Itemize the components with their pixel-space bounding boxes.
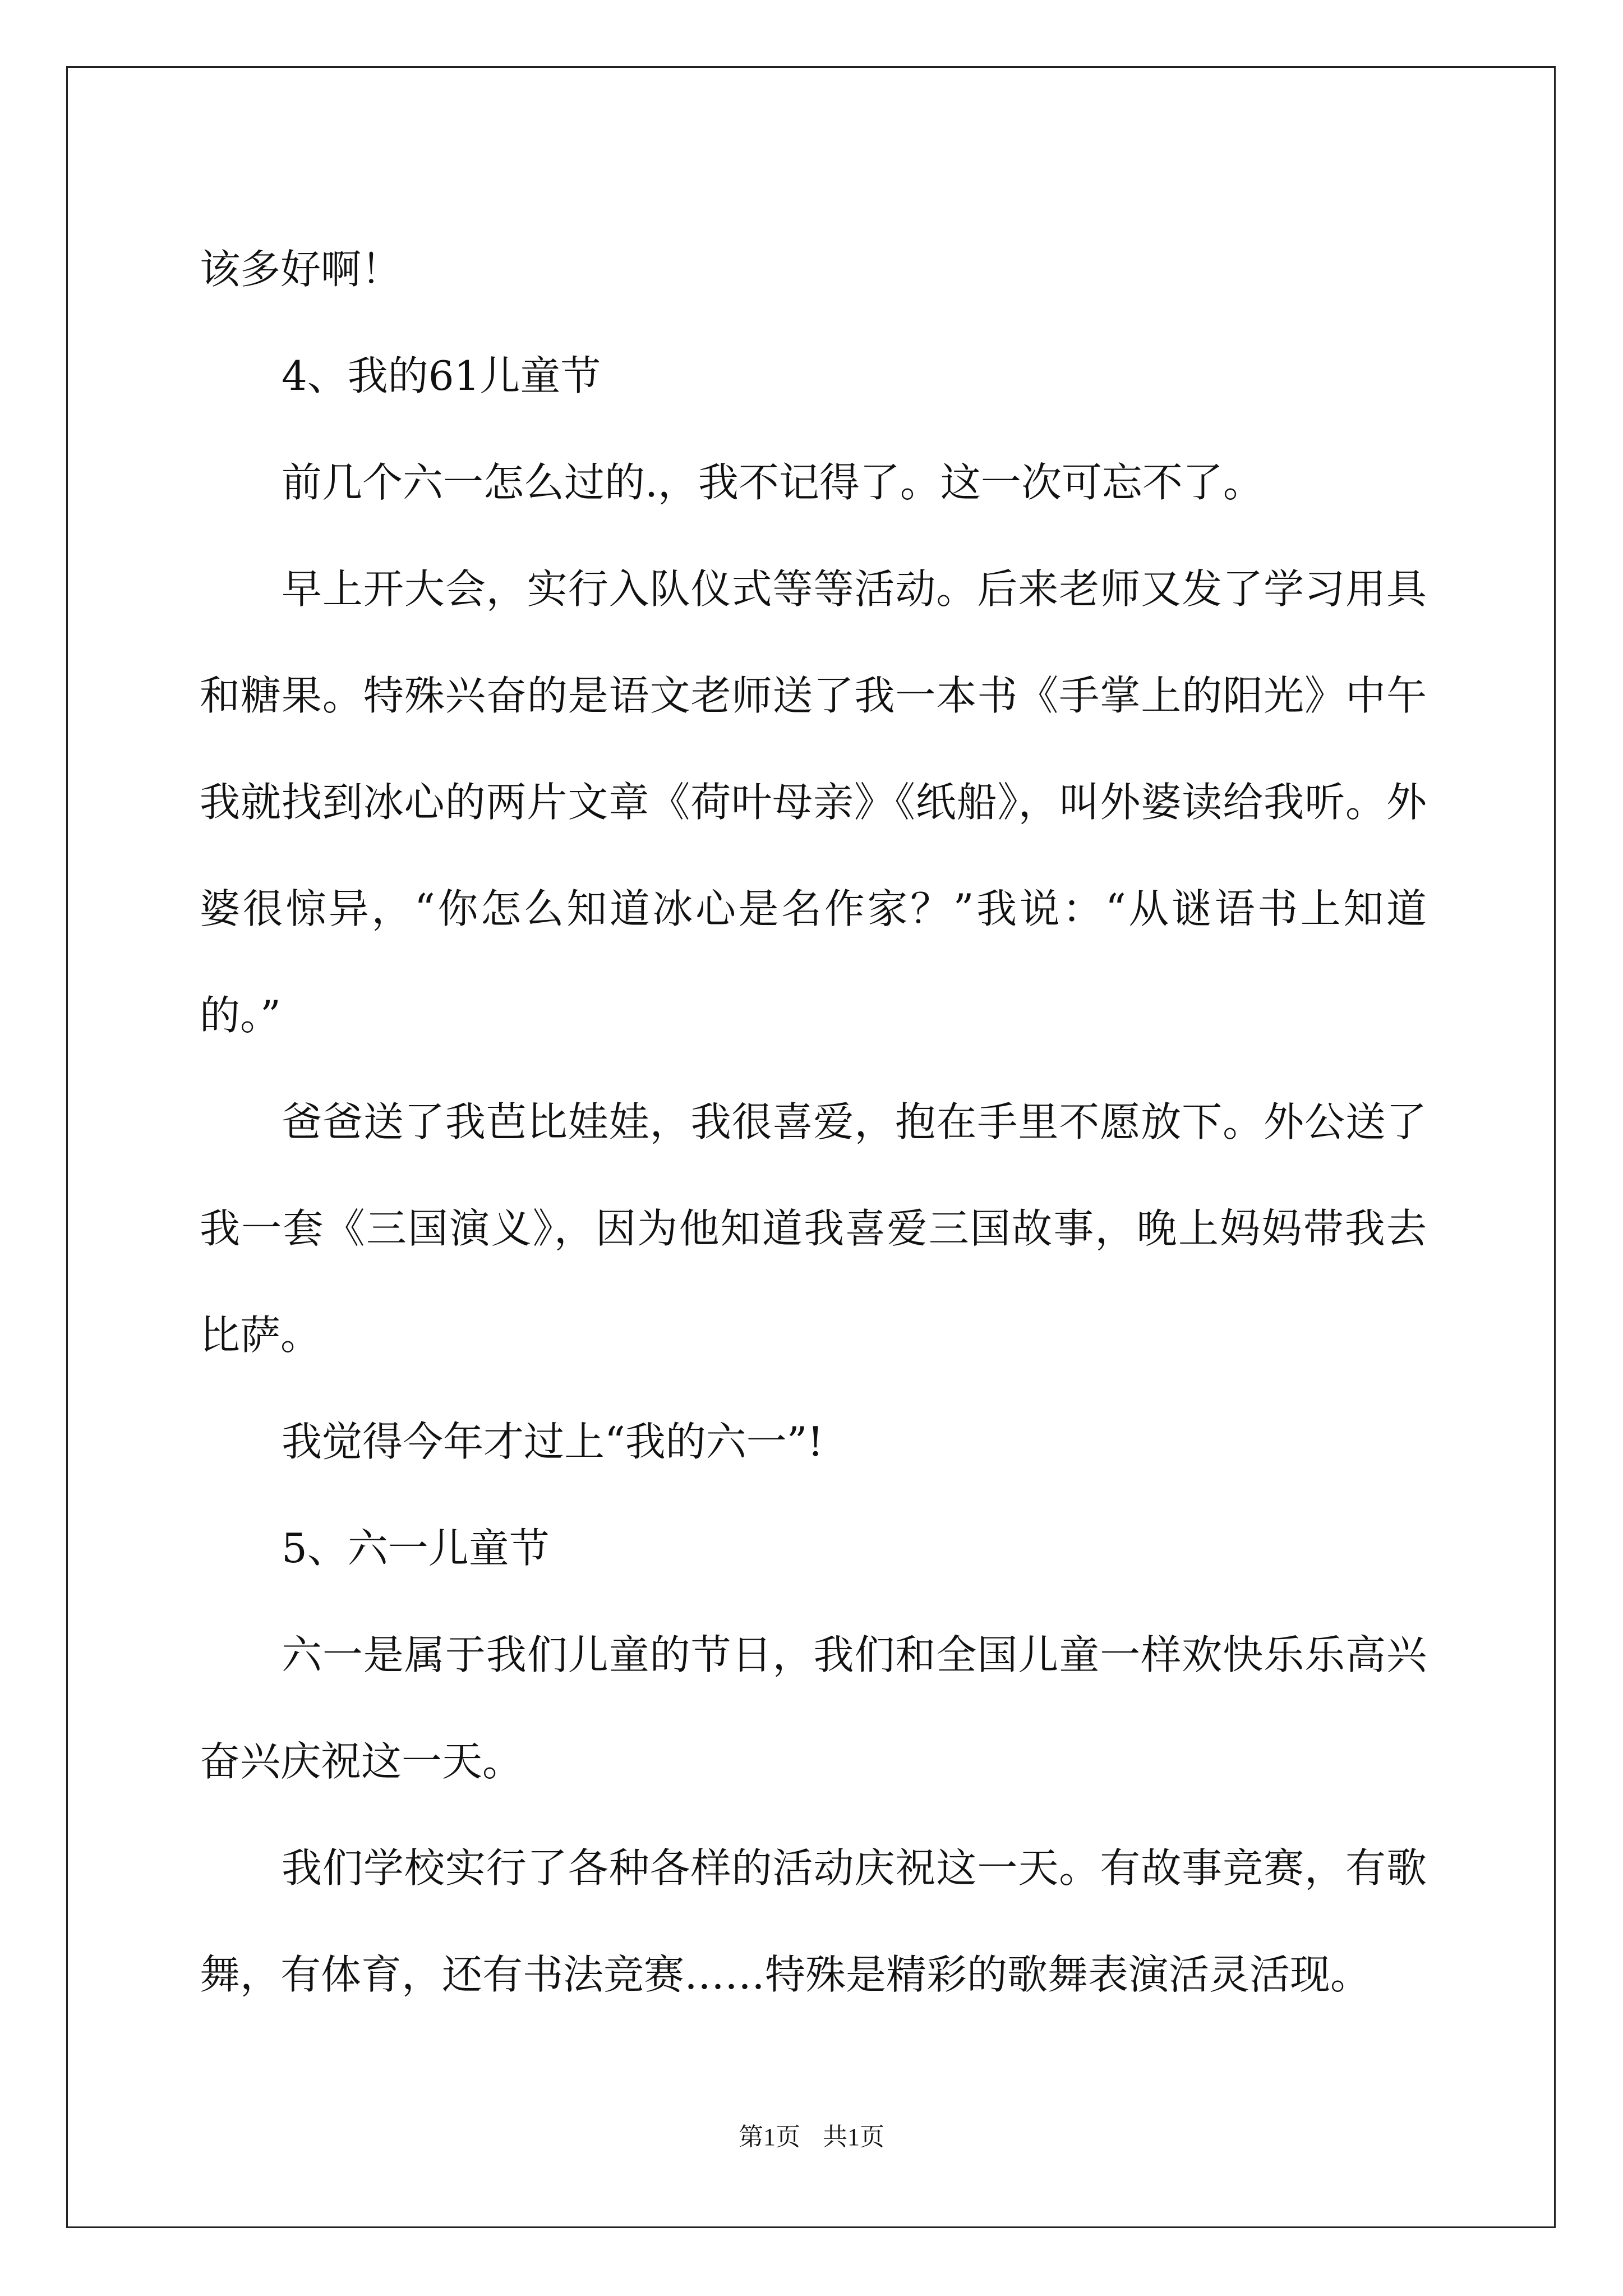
text-line: 和糖果。特殊兴奋的是语文老师送了我一本书《手掌上的阳光》中午 — [200, 672, 1427, 719]
text-line: 婆很惊异，“你怎么知道冰心是名作家？”我说：“从谜语书上知道 — [200, 885, 1427, 932]
text-line: 早上开大会，实行入队仪式等等活动。后来老师又发了学习用具 — [282, 565, 1427, 613]
text-line: 该多好啊！ — [200, 246, 402, 293]
page-total: 共1页 — [823, 2123, 884, 2151]
text-line: 我一套《三国演义》，因为他知道我喜爱三国故事，晚上妈妈带我去 — [200, 1205, 1427, 1252]
text-line: 爸爸送了我芭比娃娃，我很喜爱，抱在手里不愿放下。外公送了 — [282, 1098, 1427, 1145]
section-heading: 5、六一儿童节 — [282, 1525, 550, 1572]
section-heading: 4、我的61儿童节 — [282, 352, 601, 399]
text-line: 前几个六一怎么过的.，我不记得了。这一次可忘不了。 — [282, 459, 1264, 506]
text-line: 比萨。 — [200, 1312, 321, 1359]
document-body — [200, 216, 1427, 2028]
page-number: 第1页 — [739, 2123, 800, 2151]
text-line: 我觉得今年才过上“我的六一”! — [282, 1418, 824, 1465]
page-footer — [0, 2120, 1623, 2154]
text-line: 我们学校实行了各种各样的活动庆祝这一天。有故事竞赛，有歌 — [282, 1844, 1427, 1892]
text-line: 舞，有体育，还有书法竞赛……特殊是精彩的歌舞表演活灵活现。 — [200, 1951, 1371, 1998]
text-line: 的。” — [200, 992, 281, 1039]
text-line: 六一是属于我们儿童的节日，我们和全国儿童一样欢快乐乐高兴 — [282, 1631, 1427, 1678]
text-line: 奋兴庆祝这一天。 — [200, 1738, 523, 1785]
text-line: 我就找到冰心的两片文章《荷叶母亲》《纸船》，叫外婆读给我听。外 — [200, 779, 1427, 826]
